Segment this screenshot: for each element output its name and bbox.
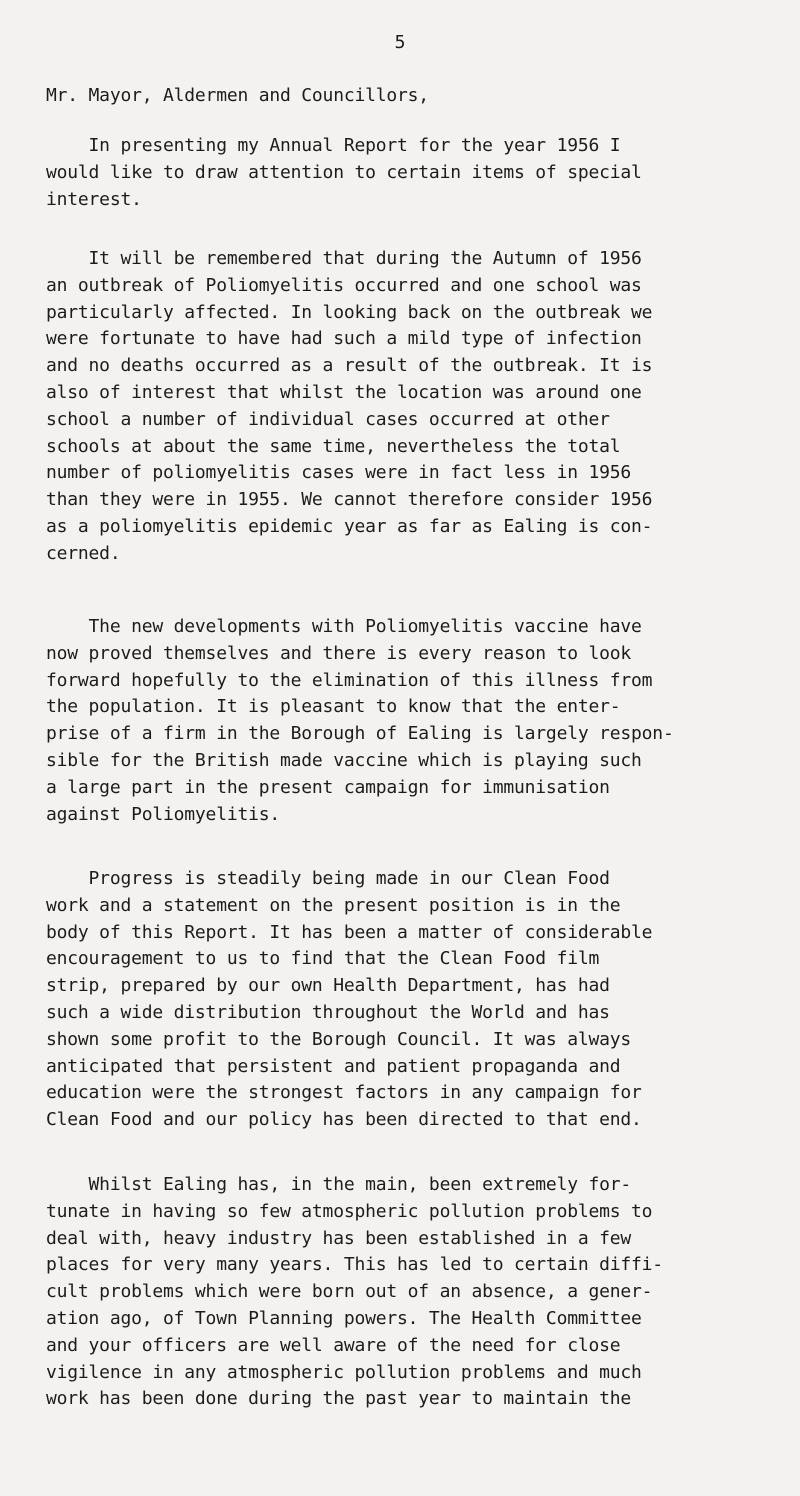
text-line: cult problems which were born out of an absence, a gener- [46, 1281, 653, 1303]
text-line: cerned. [46, 542, 121, 564]
text-line: and no deaths occurred as a result of the outbreak. It is [46, 355, 653, 377]
text-line: Whilst Ealing has, in the main, been extremely for- [46, 1174, 632, 1195]
paragraph-poliomyelitis-outbreak [46, 246, 776, 568]
text-line: education were the strongest factors in any campaign for [46, 1082, 642, 1104]
text-line: interest. [46, 188, 142, 210]
text-line: work and a statement on the present position is in the [46, 894, 621, 916]
text-line: a large part in the present campaign for immunisation [46, 776, 610, 798]
text-line: were fortunate to have had such a mild type of infection [46, 328, 642, 350]
text-line: places for very many years. This has led to certain diffi- [46, 1254, 663, 1276]
text-line: strip, prepared by our own Health Department, has had [46, 975, 610, 997]
text-line: It will be remembered that during the Autumn of 1956 [46, 248, 642, 269]
text-line: forward hopefully to the elimination of this illness from [46, 669, 653, 691]
text-line: tunate in having so few atmospheric pollution problems to [46, 1200, 653, 1222]
text-line: also of interest that whilst the location was around one [46, 381, 642, 403]
text-line: In presenting my Annual Report for the year 1956 I [46, 135, 621, 156]
page-number: 5 [394, 32, 406, 53]
paragraph-clean-food [46, 866, 776, 1134]
text-line: shown some profit to the Borough Council. It was always [46, 1028, 632, 1050]
text-line: an outbreak of Poliomyelitis occurred and one school was [46, 274, 642, 296]
text-line: schools at about the same time, nevertheless the total [46, 435, 621, 457]
text-line: Progress is steadily being made in our Clean Food [46, 868, 610, 889]
salutation: Mr. Mayor, Aldermen and Councillors, [46, 85, 429, 106]
text-line: against Poliomyelitis. [46, 803, 281, 825]
text-line: prise of a firm in the Borough of Ealing is largely respon- [46, 723, 674, 745]
text-line: anticipated that persistent and patient propaganda and [46, 1055, 621, 1077]
text-line: work has been done during the past year to maintain the [46, 1388, 632, 1410]
text-line: now proved themselves and there is every reason to look [46, 642, 632, 664]
text-line: encouragement to us to find that the Clean Food film [46, 948, 600, 970]
text-line: would like to draw attention to certain items of special [46, 161, 642, 183]
text-line: the population. It is pleasant to know that the enter- [46, 696, 621, 718]
text-line: as a poliomyelitis epidemic year as far as Ealing is con- [46, 515, 653, 537]
text-line: vigilence in any atmospheric pollution problems and much [46, 1361, 642, 1383]
paragraph-atmospheric-pollution [46, 1172, 776, 1413]
text-line: deal with, heavy industry has been established in a few [46, 1227, 632, 1249]
text-line: Clean Food and our policy has been directed to that end. [46, 1109, 642, 1131]
text-line: school a number of individual cases occurred at other [46, 408, 610, 430]
text-line: than they were in 1955. We cannot therefore consider 1956 [46, 489, 653, 511]
paragraph-vaccine-developments [46, 614, 776, 828]
text-line: and your officers are well aware of the need for close [46, 1334, 621, 1356]
text-line: particularly affected. In looking back on the outbreak we [46, 301, 653, 323]
text-line: ation ago, of Town Planning powers. The Health Committee [46, 1307, 642, 1329]
text-line: number of poliomyelitis cases were in fact less in 1956 [46, 462, 632, 484]
paragraph-annual-report-intro [46, 133, 776, 213]
text-line: The new developments with Poliomyelitis vaccine have [46, 616, 642, 637]
text-line: body of this Report. It has been a matter of considerable [46, 921, 653, 943]
text-line: sible for the British made vaccine which is playing such [46, 749, 642, 771]
text-line: such a wide distribution throughout the World and has [46, 1001, 610, 1023]
